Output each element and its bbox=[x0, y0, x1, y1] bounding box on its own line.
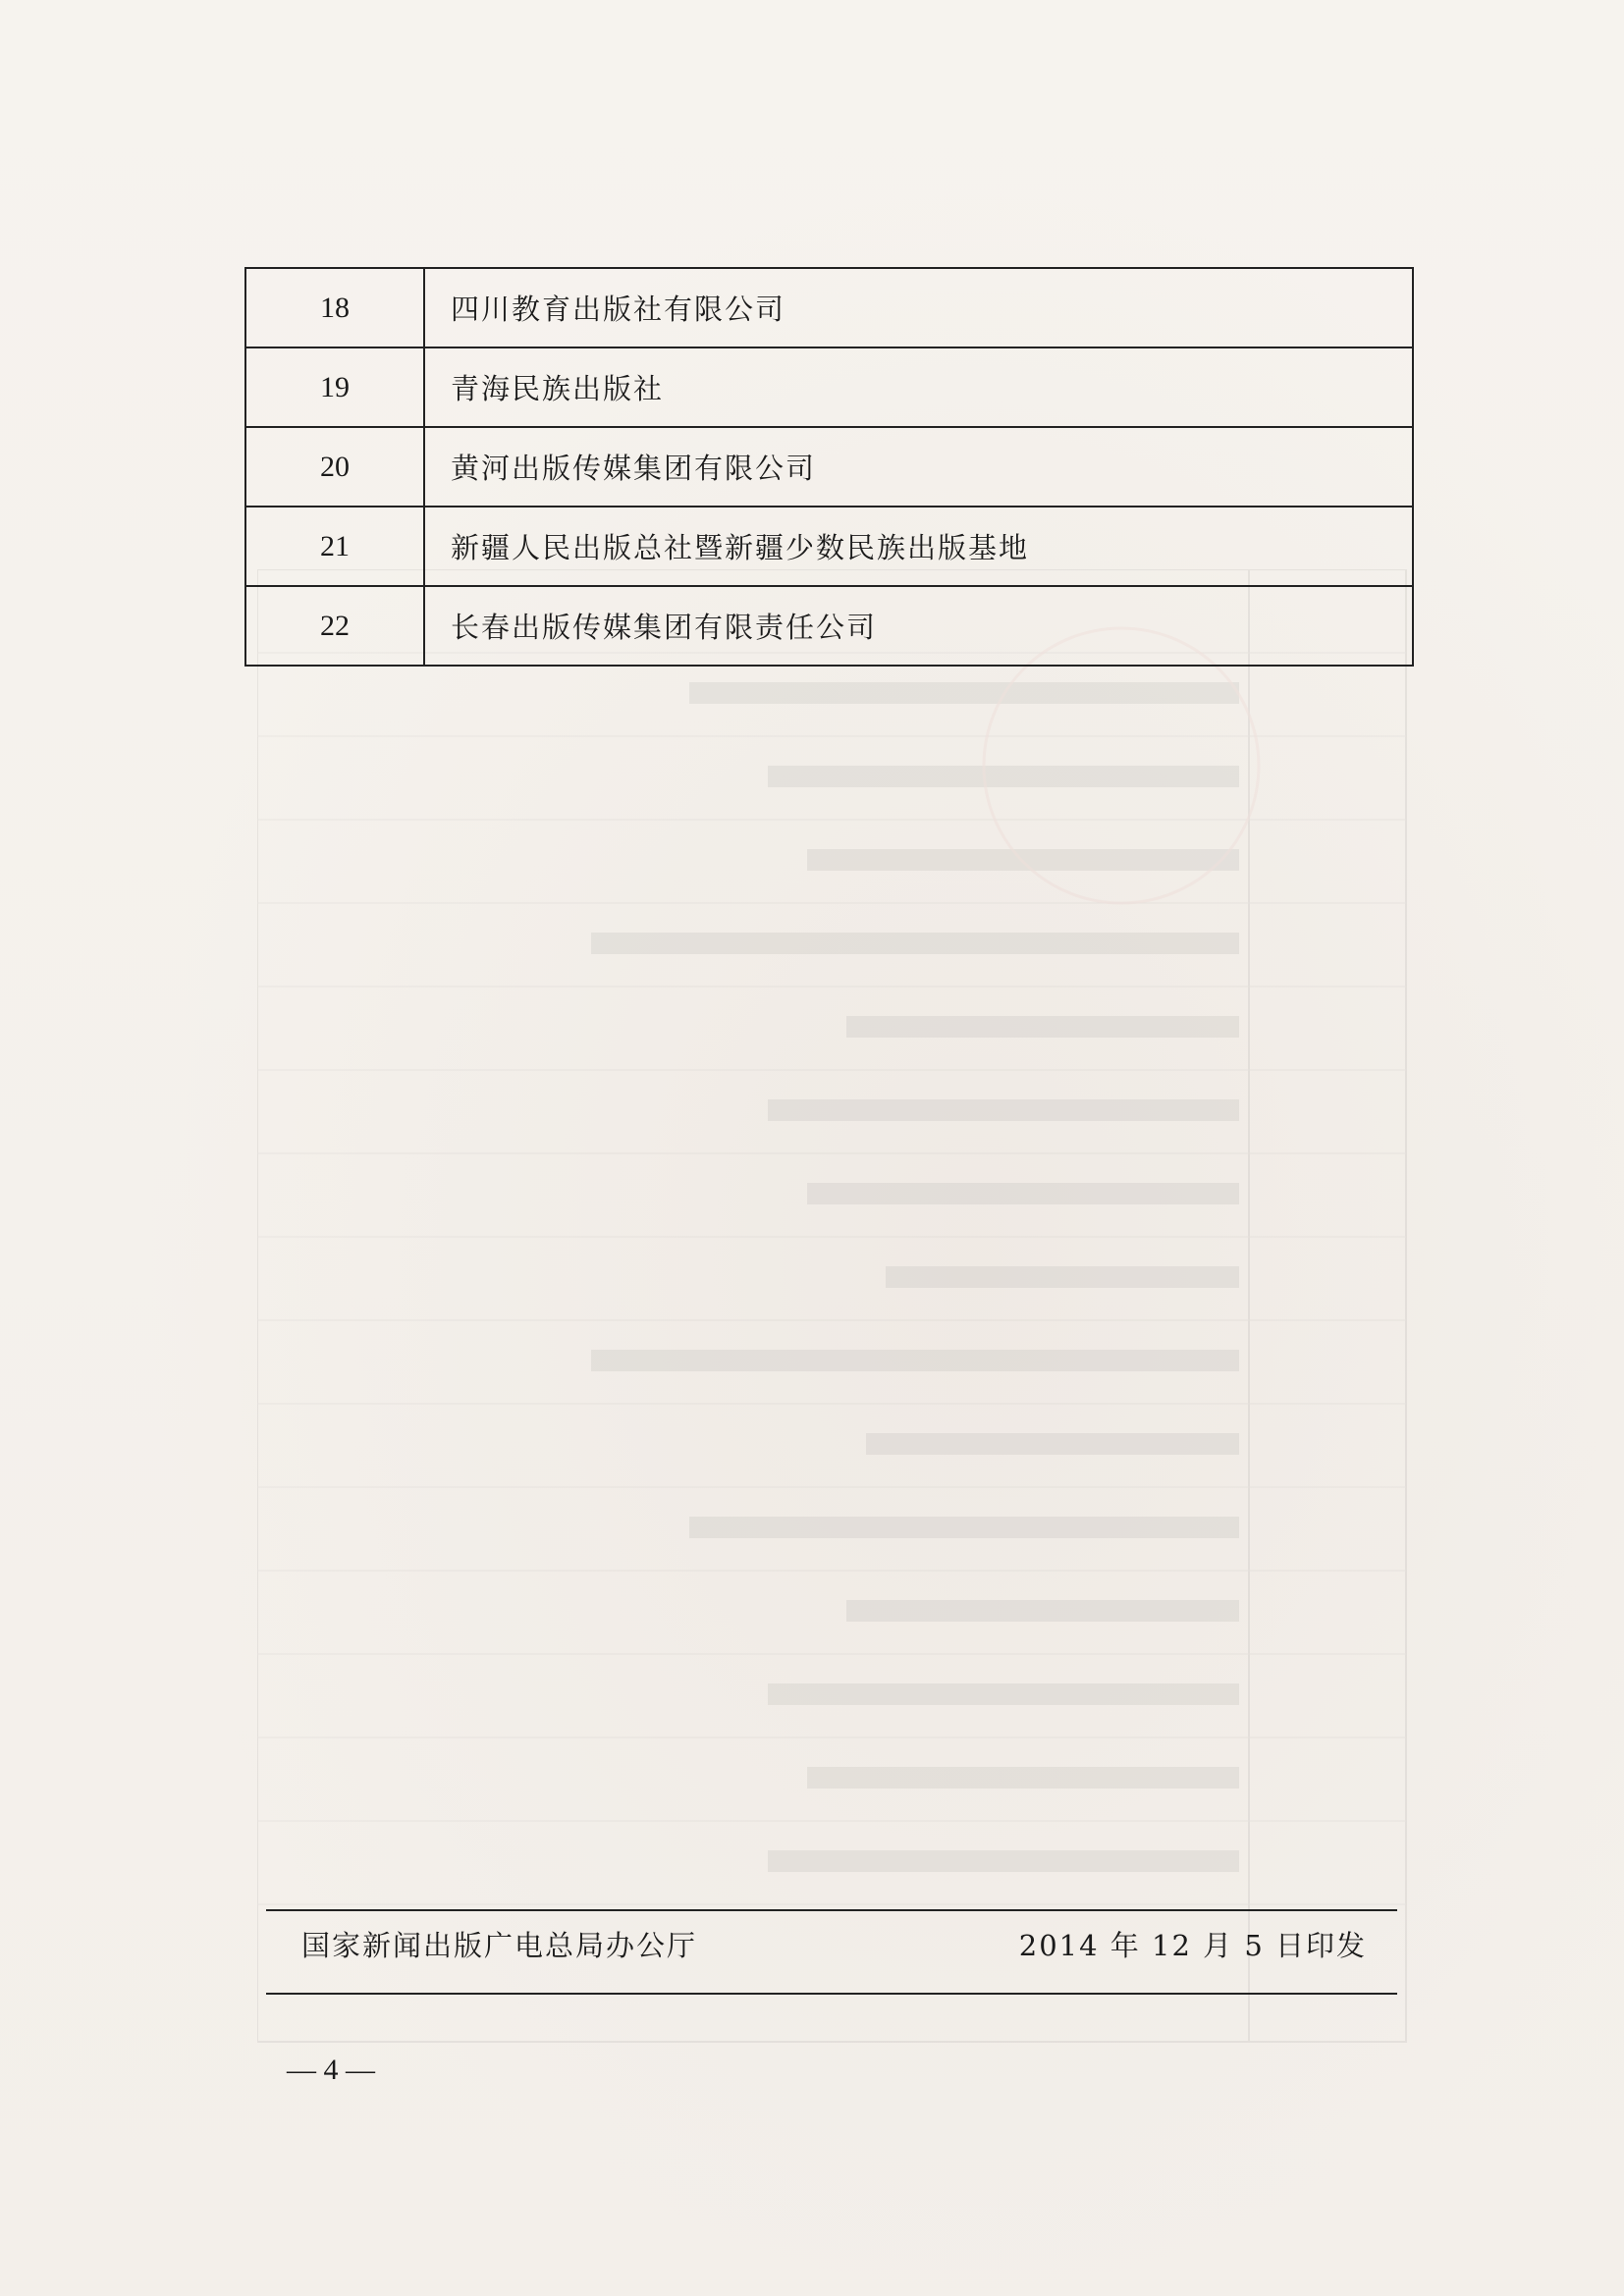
footer-issuer: 国家新闻出版广电总局办公厅 bbox=[301, 1929, 698, 1962]
table-row bbox=[245, 347, 1413, 427]
table-row bbox=[245, 507, 1413, 586]
row-number: 18 bbox=[245, 268, 424, 347]
footer-issue-date: 2014 年 12 月 5 日印发 bbox=[1018, 1929, 1367, 1962]
publisher-list-table bbox=[244, 267, 1414, 667]
row-number: 19 bbox=[245, 347, 424, 427]
row-number: 21 bbox=[245, 507, 424, 586]
reverse-side-bleed-through bbox=[257, 569, 1426, 2061]
table-row bbox=[245, 586, 1413, 666]
row-number: 20 bbox=[245, 427, 424, 507]
table-row bbox=[245, 427, 1413, 507]
publisher-name: 新疆人民出版总社暨新疆少数民族出版基地 bbox=[424, 507, 1413, 586]
publisher-name: 四川教育出版社有限公司 bbox=[424, 268, 1413, 347]
publisher-name: 青海民族出版社 bbox=[424, 347, 1413, 427]
footer-bottom-rule bbox=[266, 1993, 1397, 1995]
row-number: 22 bbox=[245, 586, 424, 666]
table-row bbox=[245, 268, 1413, 347]
publisher-name: 长春出版传媒集团有限责任公司 bbox=[424, 586, 1413, 666]
page-number: — 4 — bbox=[287, 2054, 375, 2086]
publisher-name: 黄河出版传媒集团有限公司 bbox=[424, 427, 1413, 507]
footer-top-rule bbox=[266, 1909, 1397, 1911]
